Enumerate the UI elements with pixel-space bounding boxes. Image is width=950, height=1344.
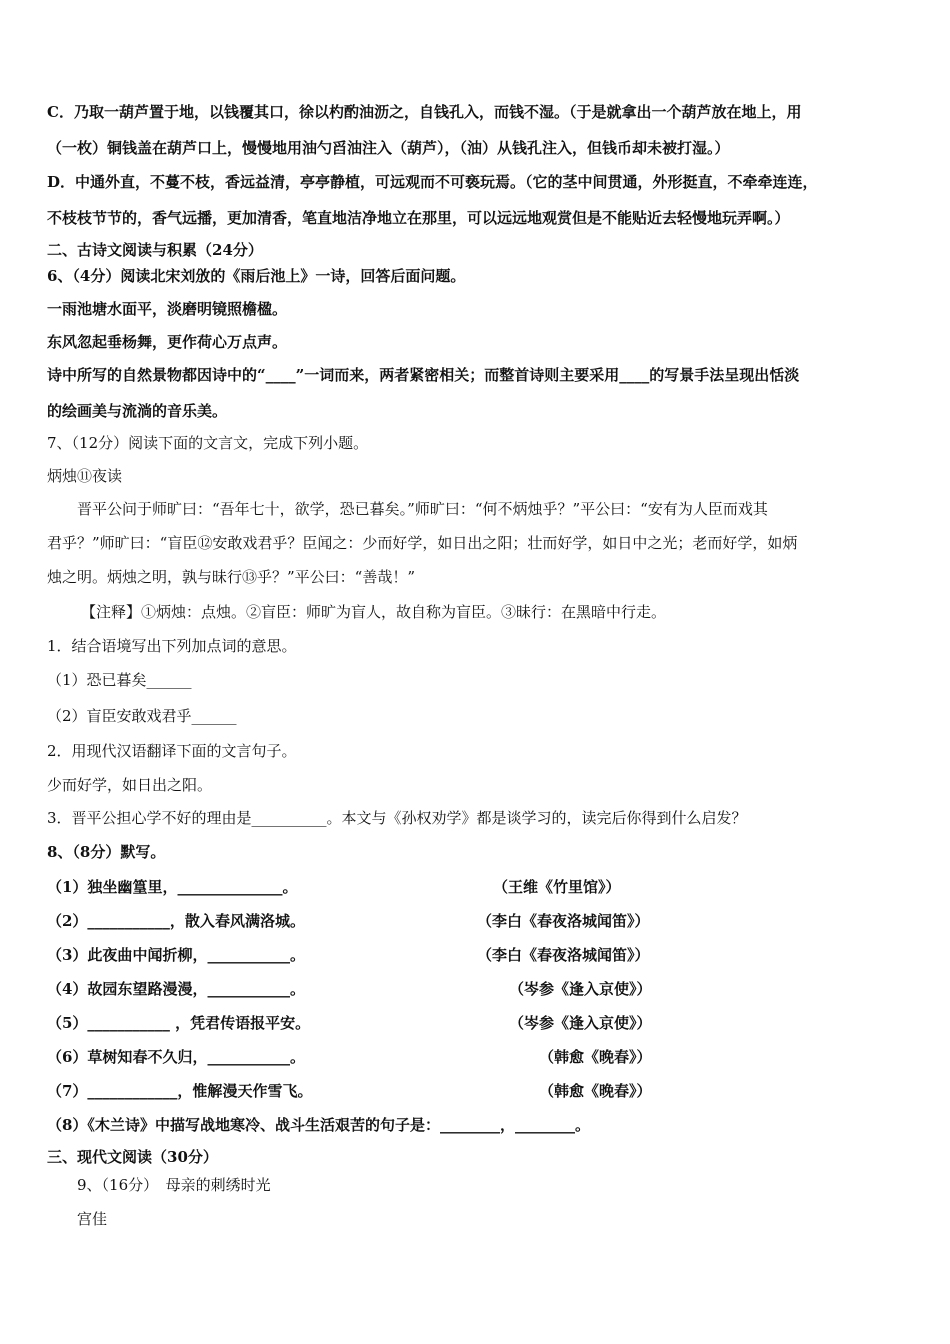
- q6-stem: 6、（4分）阅读北宋刘攽的《雨后池上》一诗，回答后面问题。: [47, 267, 466, 285]
- q7-sub1-item2: （2）盲臣安敢戏君乎______: [47, 707, 237, 725]
- q6-poem-line1: 一雨池塘水面平，淡磨明镜照檐楹。: [47, 300, 288, 318]
- q8-item-1-source: （王维《竹里馆》）: [493, 878, 621, 896]
- q8-item-7: [47, 1081, 917, 1101]
- q7-passage-title: 炳烛⑪夜读: [47, 467, 123, 485]
- q8-item-1: [47, 877, 917, 897]
- q6-question-line2: 的绘画美与流淌的音乐美。: [47, 402, 228, 420]
- option-c-line1: C．乃取一葫芦置于地，以钱覆其口，徐以杓酌油沥之，自钱孔入，而钱不湿。（于是就拿出一个葫芦放在地上，用: [47, 103, 802, 121]
- q6-question-line1: 诗中所写的自然景物都因诗中的“____”一词而来，两者紧密相关；而整首诗则主要采用____的写景手法呈现出恬淡: [47, 366, 800, 384]
- q8-item-5-question: （5）___________ ，凭君传语报平安。: [47, 1014, 311, 1032]
- q7-passage-line2: 君乎？”师旷曰：“盲臣⑫安敢戏君乎？臣闻之：少而好学，如日出之阳；壮而好学，如日中之光；老而好学，如炳: [47, 534, 798, 552]
- q8-item-2-question: （2）___________，散入春风满洛城。: [47, 912, 305, 930]
- q9-stem: 9、（16分） 母亲的刺绣时光: [77, 1176, 271, 1194]
- q7-sub1-item1: （1）恐已暮矣______: [47, 671, 192, 689]
- option-c-line2: （一枚）铜钱盖在葫芦口上，慢慢地用油勺舀油注入（葫芦），（油）从钱孔注入，但钱币却未被打湿。）: [47, 139, 730, 157]
- q8-item-4-question: （4）故园东望路漫漫，___________。: [47, 980, 305, 998]
- section-2-title: 二、古诗文阅读与积累（24分）: [47, 241, 263, 259]
- q8-item-4: [47, 979, 917, 999]
- q8-item-6: [47, 1047, 917, 1067]
- q8-item-2: [47, 911, 917, 931]
- q8-stem: 8、（8分）默写。: [47, 843, 166, 861]
- document-page: [47, 96, 917, 1229]
- q7-sub2-sentence: 少而好学，如日出之阳。: [47, 776, 213, 794]
- q8-item-8: （8）《木兰诗》中描写战地寒冷、战斗生活艰苦的句子是：________，________。: [47, 1116, 590, 1134]
- q8-item-7-question: （7）____________，惟解漫天作雪飞。: [47, 1082, 313, 1100]
- q8-item-5-source: （岑参《逢入京使》）: [509, 1014, 652, 1032]
- q7-sub3: 3．晋平公担心学不好的理由是__________。本文与《孙权劝学》都是谈学习的，读完后你得到什么启发？: [47, 809, 747, 827]
- q6-poem-line2: 东风忽起垂杨舞，更作荷心万点声。: [47, 333, 288, 351]
- q8-item-5: [47, 1013, 917, 1033]
- q8-item-3-question: （3）此夜曲中闻折柳，___________。: [47, 946, 305, 964]
- q8-item-3: [47, 945, 917, 965]
- q7-passage-line1: 晋平公问于师旷曰：“吾年七十，欲学，恐已暮矣。”师旷曰：“何不炳烛乎？”平公曰：“安有为人臣而戏其: [77, 500, 768, 518]
- q8-item-4-source: （岑参《逢入京使》）: [509, 980, 652, 998]
- q7-stem: 7、（12分）阅读下面的文言文，完成下列小题。: [47, 434, 369, 452]
- q7-passage-line3: 烛之明。炳烛之明，孰与昧行⑬乎？”平公曰：“善哉！”: [47, 568, 416, 586]
- option-d-line2: 不枝枝节节的，香气远播，更加清香，笔直地洁净地立在那里，可以远远地观赏但是不能贴近去轻慢地玩弄啊。）: [47, 209, 790, 227]
- q8-item-6-source: （韩愈《晚春》）: [539, 1048, 652, 1066]
- q7-sub2: 2．用现代汉语翻译下面的文言句子。: [47, 742, 297, 760]
- q8-item-3-source: （李白《春夜洛城闻笛》）: [477, 946, 650, 964]
- q7-sub1: 1．结合语境写出下列加点词的意思。: [47, 637, 297, 655]
- option-d-line1: D．中通外直，不蔓不枝，香远益清，亭亭静植，可远观而不可亵玩焉。（它的茎中间贯通，外形挺直，不牵牵连连，: [47, 173, 818, 191]
- q9-author: 宫佳: [77, 1210, 108, 1228]
- q8-item-7-source: （韩愈《晚春》）: [539, 1082, 652, 1100]
- q8-item-2-source: （李白《春夜洛城闻笛》）: [477, 912, 650, 930]
- q8-item-6-question: （6）草树知春不久归，___________。: [47, 1048, 305, 1066]
- section-3-title: 三、现代文阅读（30分）: [47, 1148, 218, 1166]
- q7-note: 【注释】①炳烛：点烛。②盲臣：师旷为盲人，故自称为盲臣。③昧行：在黑暗中行走。: [81, 603, 667, 621]
- q8-item-1-question: （1）独坐幽篁里，______________。: [47, 878, 298, 896]
